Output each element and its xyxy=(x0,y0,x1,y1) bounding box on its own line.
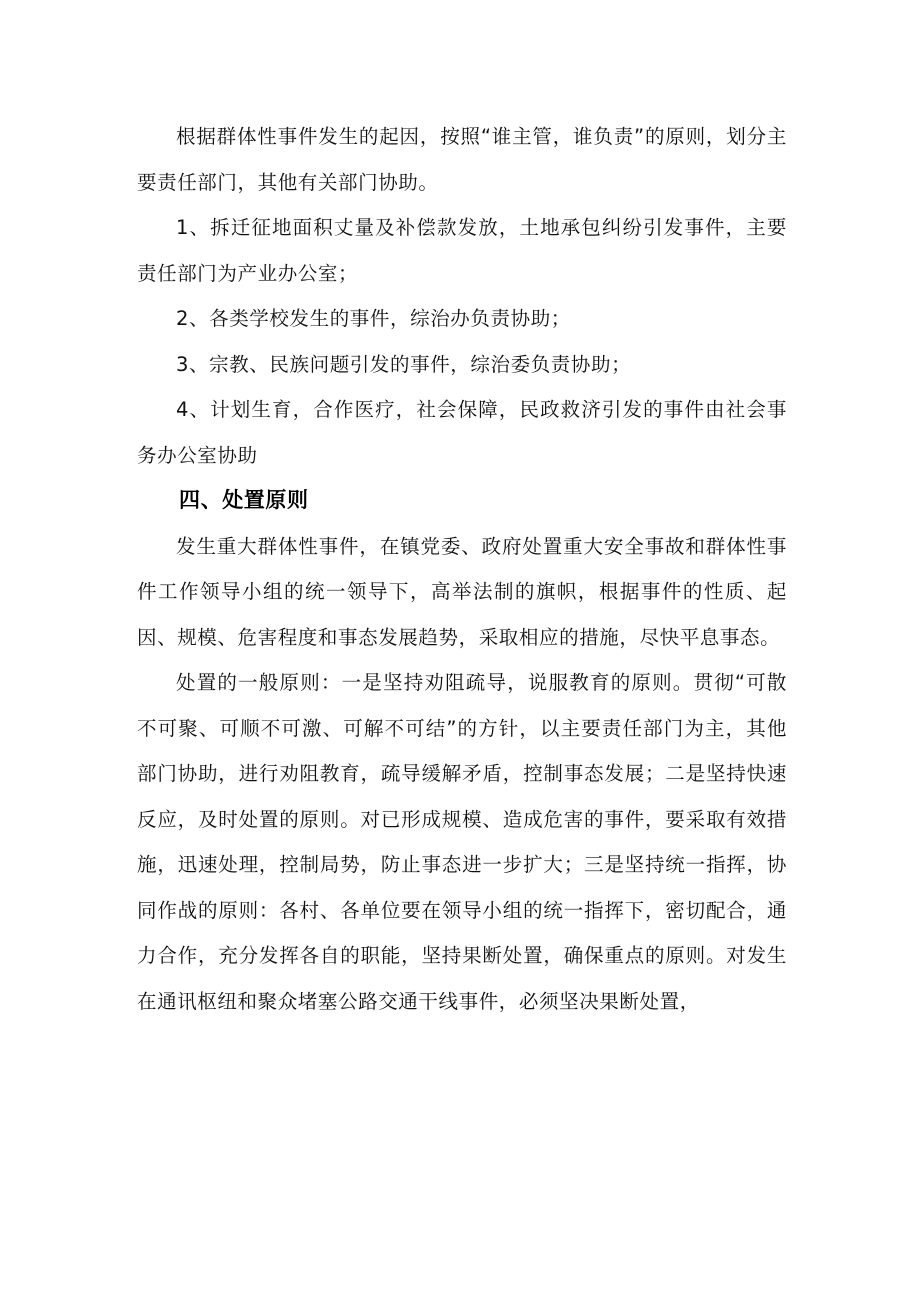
paragraph-general-principles: 处置的一般原则：一是坚持劝阻疏导，说服教育的原则。贯彻“可散不可聚、可顺不可激、可解不可结”的方针，以主要责任部门为主，其他部门协助，进行劝阻教育，疏导缓解矛盾，控制事态发展；二是坚持快速反应，及时处置的原则。对已形成规模、造成危害的事件，要采取有效措施，迅速处理，控制局势，防止事态进一步扩大；三是坚持统一指挥，协同作战的原则：各村、各单位要在领导小组的统一指挥下，密切配合，通力合作，充分发挥各自的职能，坚持果断处置，确保重点的原则。对发生在通讯枢纽和聚众堵塞公路交通干线事件，必须坚决果断处置， xyxy=(137,671,787,1013)
paragraph-principle-intro: 根据群体性事件发生的起因，按照“谁主管，谁负责”的原则，划分主要责任部门，其他有关部门协助。 xyxy=(137,125,787,194)
paragraph-handling-overview: 发生重大群体性事件，在镇党委、政府处置重大安全事故和群体性事件工作领导小组的统一领导下，高举法制的旗帜，根据事件的性质、起因、规模、危害程度和事态发展趋势，采取相应的措施，尽快平息事态。 xyxy=(137,534,787,649)
paragraph-item-2: 2、各类学校发生的事件，综治办负责协助； xyxy=(176,307,571,330)
paragraph-item-3: 3、宗教、民族问题引发的事件，综治委负责协助； xyxy=(176,352,632,376)
section-heading: 四、处置原则 xyxy=(179,488,309,512)
paragraph-item-4: 4、计划生育，合作医疗，社会保障，民政救济引发的事件由社会事务办公室协助 xyxy=(137,398,787,467)
document-body xyxy=(137,114,787,1024)
paragraph-item-1: 1、拆迁征地面积丈量及补偿款发放，土地承包纠纷引发事件，主要责任部门为产业办公室； xyxy=(137,216,787,285)
